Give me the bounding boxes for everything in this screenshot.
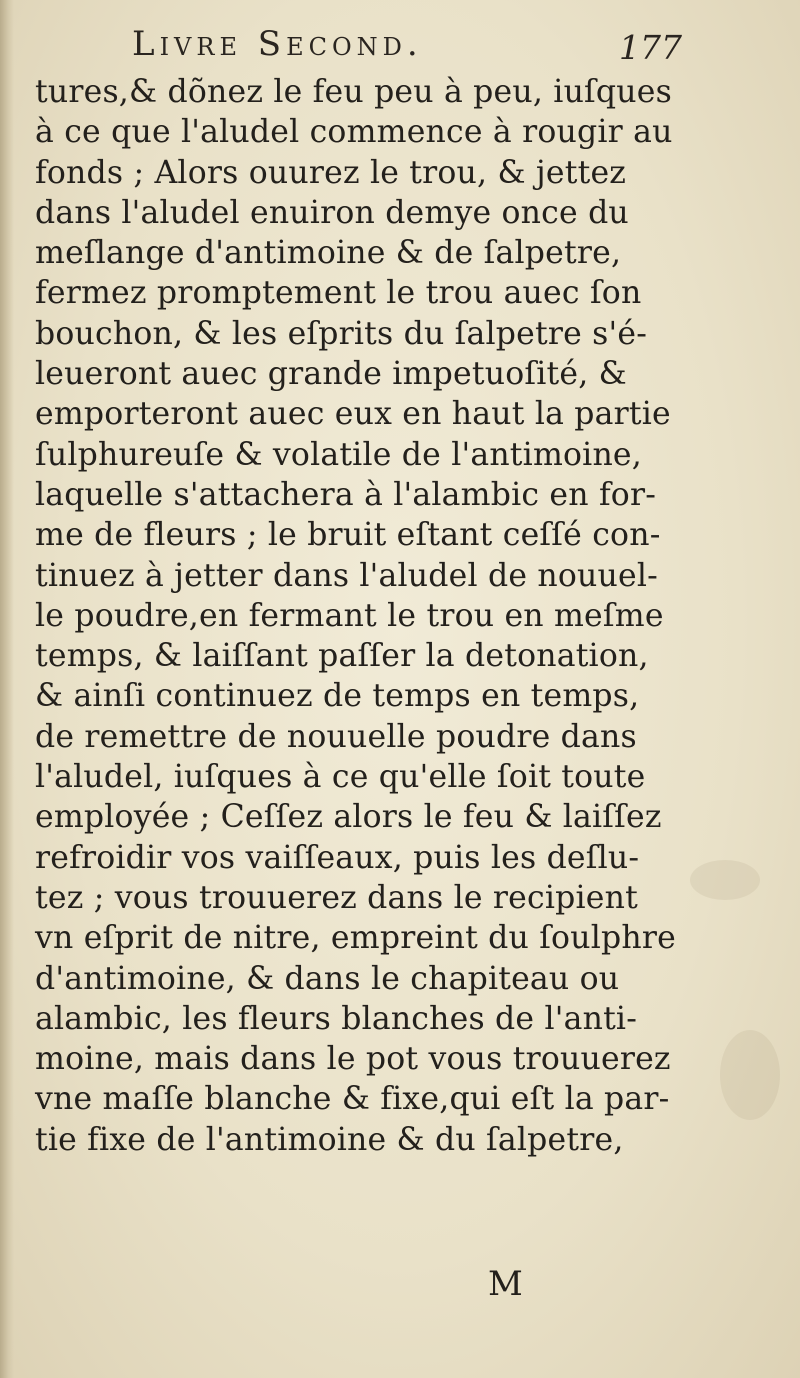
running-title: Livre Second.	[132, 24, 423, 64]
text-line: moine, mais dans le pot vous trouuerez	[35, 1041, 671, 1078]
text-line: l'aludel, iuſques à ce qu'elle ſoit toute	[35, 759, 646, 796]
text-line: refroidir vos vaiſſeaux, puis les deſlu-	[35, 839, 640, 876]
text-line: ſulphureuſe & volatile de l'antimoine,	[35, 436, 642, 473]
text-line: à ce que l'aludel commence à rougir au	[35, 114, 673, 151]
text-line: fermez promptement le trou auec ſon	[35, 275, 642, 312]
text-line: meſlange d'antimoine & de ſalpetre,	[35, 235, 622, 272]
page-gutter-edge	[0, 0, 14, 1378]
text-line: d'antimoine, & dans le chapiteau ou	[35, 960, 620, 997]
text-line: vn eſprit de nitre, empreint du ſoulphre	[35, 920, 676, 957]
text-line: employée ; Ceſſez alors le feu & laiſſez	[35, 799, 662, 836]
text-line: alambic, les fleurs blanches de l'anti-	[35, 1000, 638, 1037]
text-line: leueront auec grande impetuoſité, &	[35, 356, 627, 393]
text-line: bouchon, & les eſprits du ſalpetre s'é-	[35, 315, 648, 352]
page-number: 177	[619, 28, 682, 67]
paper-stain	[690, 860, 760, 900]
signature-mark: M	[488, 1264, 523, 1304]
text-line: me de fleurs ; le bruit eſtant ceſſé con-	[35, 517, 661, 554]
text-line: & ainſi continuez de temps en temps,	[35, 678, 640, 715]
text-line: tie fixe de l'antimoine & du ſalpetre,	[35, 1121, 624, 1158]
text-line: tinuez à jetter dans l'aludel de nouuel-	[35, 557, 658, 594]
body-text	[35, 72, 683, 1160]
paper-stain	[720, 1030, 780, 1120]
text-line: le poudre,en fermant le trou en meſme	[35, 597, 664, 634]
running-head	[132, 22, 682, 70]
text-line: fonds ; Alors ouurez le trou, & jettez	[35, 154, 627, 191]
text-line: de remettre de nouuelle poudre dans	[35, 718, 637, 755]
text-line: emporteront auec eux en haut la partie	[35, 396, 671, 433]
text-line: tures,& dõnez le feu peu à peu, iuſques	[35, 74, 672, 110]
text-line: vne maſſe blanche & fixe,qui eſt la par-	[35, 1081, 670, 1118]
text-line: dans l'aludel enuiron demye once du	[35, 194, 629, 231]
text-line: temps, & laiſſant paſſer la detonation,	[35, 638, 649, 675]
text-line: tez ; vous trouuerez dans le recipient	[35, 879, 638, 916]
text-line: laquelle s'attachera à l'alambic en for-	[35, 476, 657, 513]
